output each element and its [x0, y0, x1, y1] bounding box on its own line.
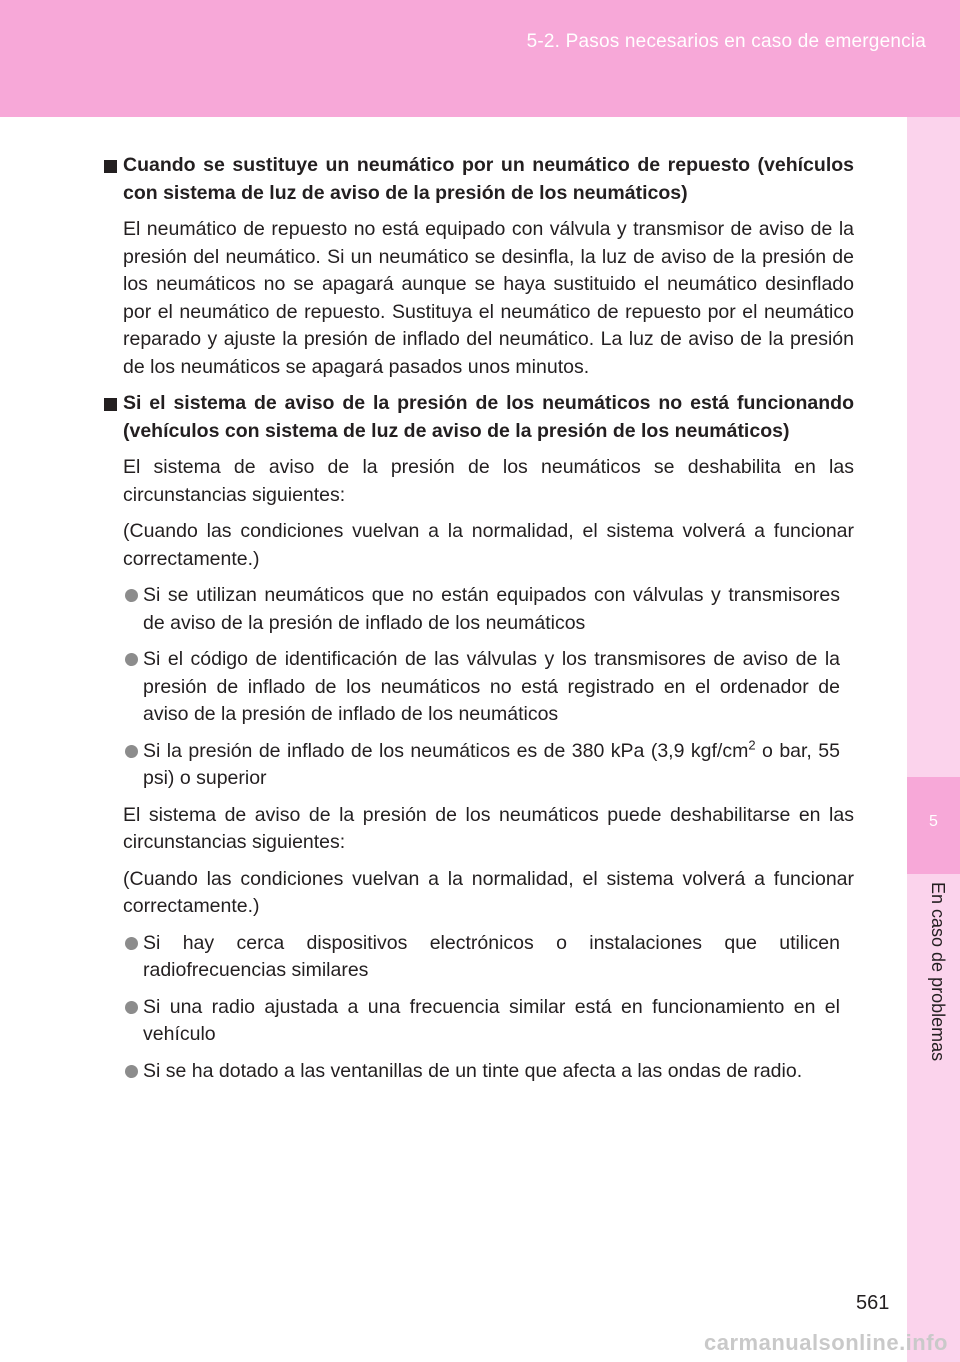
section-title: 5-2. Pasos necesarios en caso de emergencia [526, 31, 926, 52]
circle-bullet-icon [125, 589, 138, 602]
paragraph: El sistema de aviso de la presión de los neumáticos se deshabilita en las circunstancias siguientes: [123, 456, 854, 506]
list-item-text: Si hay cerca dispositivos electrónicos o instalaciones que utilicen radiofrecuencias similares [143, 931, 840, 981]
list-item [100, 582, 854, 637]
list-item-text [143, 737, 840, 790]
circle-bullet-icon [125, 1065, 138, 1078]
square-bullet-icon [104, 160, 117, 173]
list-item [100, 646, 854, 729]
list-item [100, 994, 854, 1049]
circle-bullet-icon [125, 1001, 138, 1014]
side-tab [907, 117, 960, 1362]
paragraph: (Cuando las condiciones vuelvan a la normalidad, el sistema volverá a funcionar correctamente.) [123, 520, 854, 570]
circle-bullet-icon [125, 745, 138, 758]
chapter-title: En caso de problemas [928, 882, 948, 1062]
list-item [100, 930, 854, 985]
section-heading-system-not-working [100, 390, 854, 445]
paragraph: El sistema de aviso de la presión de los neumáticos puede deshabilitarse en las circunstancias siguientes: [123, 803, 854, 853]
page-number: 561 [856, 1292, 890, 1314]
list-item-text-b: o bar, 55 psi) o superior [143, 739, 840, 789]
circle-bullet-icon [125, 937, 138, 950]
list-item-text: Si una radio ajustada a una frecuencia similar está en funcionamiento en el vehículo [143, 995, 840, 1045]
section-heading-spare-tire [100, 152, 854, 207]
paragraph: (Cuando las condiciones vuelvan a la normalidad, el sistema volverá a funcionar correctamente.) [123, 867, 854, 917]
main-content [100, 152, 854, 1094]
list-item-text-a: Si la presión de inflado de los neumáticos es de 380 kPa (3,9 kgf/cm [143, 739, 749, 762]
circle-bullet-icon [125, 653, 138, 666]
list-item-text: Si se utilizan neumáticos que no están equipados con válvulas y transmisores de aviso de la presión de inflado de los neumáticos [143, 584, 840, 634]
chapter-number: 5 [929, 813, 938, 830]
heading-text: Si el sistema de aviso de la presión de los neumáticos no está funcionando (vehículos con sistema de luz de aviso de la presión de los neumáticos) [123, 392, 854, 442]
paragraph: El neumático de repuesto no está equipado con válvula y transmisor de aviso de la presión del neumático. Si un neumático se desinfla, la luz de aviso de la presión de los neumáticos no se apagará aunque se haya sustituido el neumático desinflado por el neumático de repuesto. Sustituya el neumático de repuesto por el neumático reparado y ajuste la presión de inflado del neumático. La luz de aviso de la presión de los neumáticos se apagará pasados unos minutos. [123, 218, 854, 378]
header-band [0, 0, 960, 117]
heading-text: Cuando se sustituye un neumático por un neumático de repuesto (vehículos con sistema de luz de aviso de la presión de los neumáticos) [123, 154, 854, 204]
list-item [100, 1058, 854, 1086]
square-bullet-icon [104, 398, 117, 411]
superscript: 2 [748, 737, 756, 752]
watermark: carmanualsonline.info [704, 1330, 948, 1355]
list-item-text: Si el código de identificación de las válvulas y los transmisores de aviso de la presión de inflado de los neumáticos no está registrado en el ordenador de aviso de la presión de inflado de los neumáticos [143, 648, 840, 725]
list-item-text: Si se ha dotado a las ventanillas de un tinte que afecta a las ondas de radio. [143, 1059, 803, 1082]
list-item [100, 738, 854, 793]
